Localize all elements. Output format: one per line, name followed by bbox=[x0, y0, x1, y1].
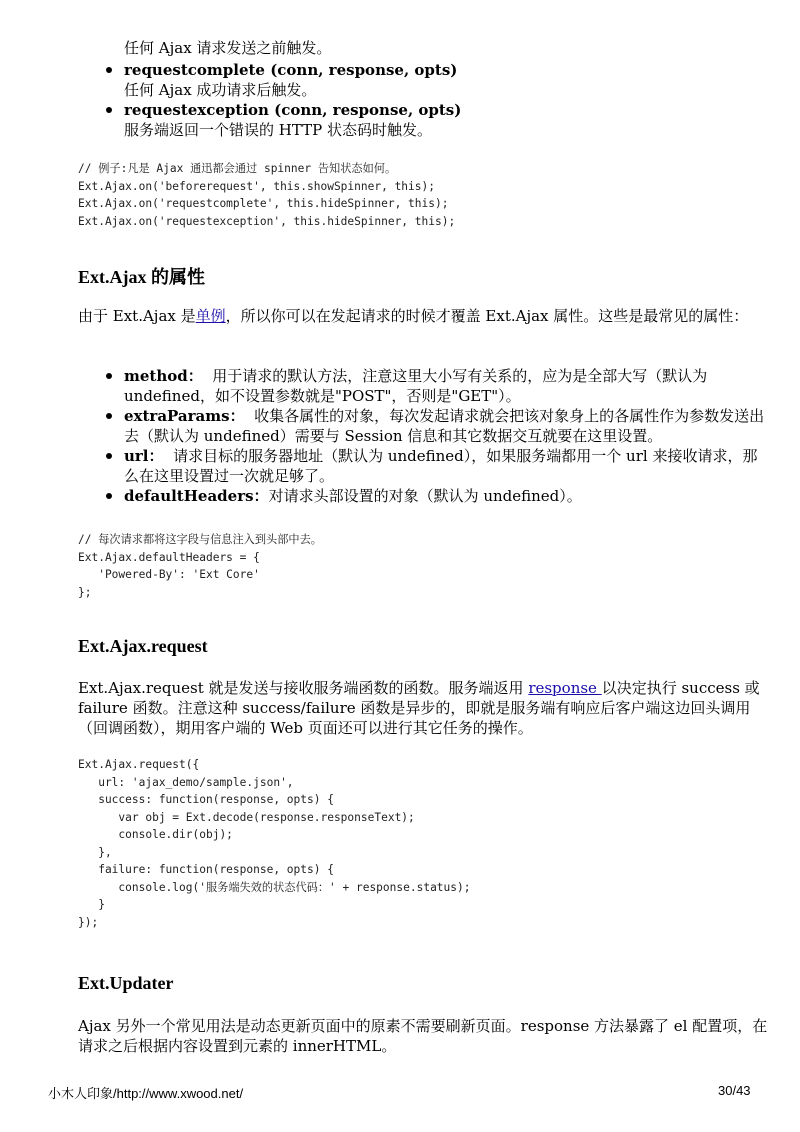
event-desc: 服务端返回一个错误的 HTTP 状态码时触发。 bbox=[124, 121, 432, 139]
list-item bbox=[106, 60, 776, 100]
property-name: defaultHeaders： bbox=[124, 487, 269, 505]
event-name: requestexception (conn, response, opts) bbox=[124, 101, 462, 119]
property-name: extraParams： bbox=[124, 407, 245, 425]
footer-source: 小木人印象/http://www.xwood.net/ bbox=[48, 1086, 244, 1101]
list-item bbox=[106, 446, 766, 486]
property-list bbox=[106, 366, 766, 506]
list-item bbox=[106, 406, 766, 446]
event-list bbox=[106, 60, 776, 140]
section-heading: Ext.Ajax.request bbox=[78, 636, 208, 656]
bullet-icon bbox=[106, 493, 112, 499]
list-item bbox=[106, 366, 766, 406]
list-item bbox=[106, 100, 776, 140]
paragraph-text: ，所以你可以在发起请求的时候才覆盖 Ext.Ajax 属性。这些是最常见的属性： bbox=[225, 307, 749, 325]
list-item-desc: 任何 Ajax 请求发送之前触发。 bbox=[124, 39, 332, 57]
bullet-icon bbox=[106, 453, 112, 459]
code-block: // 每次请求都将这字段与信息注入到头部中去。 Ext.Ajax.defaultHeaders = { 'Powered-By': 'Ext Core' }; bbox=[78, 533, 322, 599]
property-name: method： bbox=[124, 367, 203, 385]
bullet-icon bbox=[106, 413, 112, 419]
event-desc: 任何 Ajax 成功请求后触发。 bbox=[124, 81, 317, 99]
event-name: requestcomplete (conn, response, opts) bbox=[124, 61, 458, 79]
singleton-link[interactable]: 单例 bbox=[195, 307, 226, 325]
paragraph bbox=[78, 678, 768, 738]
bullet-icon bbox=[106, 107, 112, 113]
response-link[interactable]: response bbox=[528, 679, 602, 697]
property-desc: 用于请求的默认方法，注意这里大小写有关系的，应为是全部大写（默认为 undefined，如不设置参数就是"POST"，否则是"GET"）。 bbox=[124, 367, 708, 405]
bullet-icon bbox=[106, 373, 112, 379]
list-item bbox=[106, 486, 766, 506]
property-desc: 对请求头部设置的对象（默认为 undefined）。 bbox=[268, 487, 582, 505]
code-block: // 例子:凡是 Ajax 通迅都会通过 spinner 告知状态如何。 Ext.Ajax.on('beforerequest', this.showSpinner, this); Ext.Ajax.on('requestcomplete', this.hideSpinner, this); Ext.Ajax.on('requestexception', this.hideSpinner, this); bbox=[78, 162, 456, 228]
paragraph-text: 以决定执行 success 或 failure 函数。注意这种 success/failure 函数是异步的，即就是服务端有响应后客户端这边回头调用（回调函数），期用客户端的 Web 页面还可以进行其它任务的操作。 bbox=[78, 679, 760, 737]
bullet-icon bbox=[106, 67, 112, 73]
section-heading: Ext.Ajax 的属性 bbox=[78, 267, 205, 287]
section-heading: Ext.Updater bbox=[78, 973, 174, 993]
property-desc: 请求目标的服务器地址（默认为 undefined），如果服务端都用一个 url 来接收请求，那么在这里设置过一次就足够了。 bbox=[124, 447, 758, 485]
property-name: url： bbox=[124, 447, 164, 465]
property-desc: 收集各属性的对象，每次发起请求就会把该对象身上的各属性作为参数发送出去（默认为 undefined）需要与 Session 信息和其它数据交互就要在这里设置。 bbox=[124, 407, 765, 445]
page-number: 30/43 bbox=[718, 1083, 751, 1098]
paragraph bbox=[78, 306, 778, 326]
paragraph-text: 由于 Ext.Ajax 是 bbox=[78, 307, 196, 325]
code-block: Ext.Ajax.request({ url: 'ajax_demo/sample.json', success: function(response, opts) { var obj = Ext.decode(response.responseText); console.dir(obj); }, failure: function(response, opts) { console.log('服务端失效的状态代码：' + response.status); } }); bbox=[78, 758, 471, 929]
paragraph: Ajax 另外一个常见用法是动态更新页面中的原素不需要刷新页面。response 方法暴露了 el 配置项，在请求之后根据内容设置到元素的 innerHTML。 bbox=[78, 1017, 768, 1055]
paragraph-text: Ext.Ajax.request 就是发送与接收服务端函数的函数。服务端返用 bbox=[78, 679, 529, 697]
